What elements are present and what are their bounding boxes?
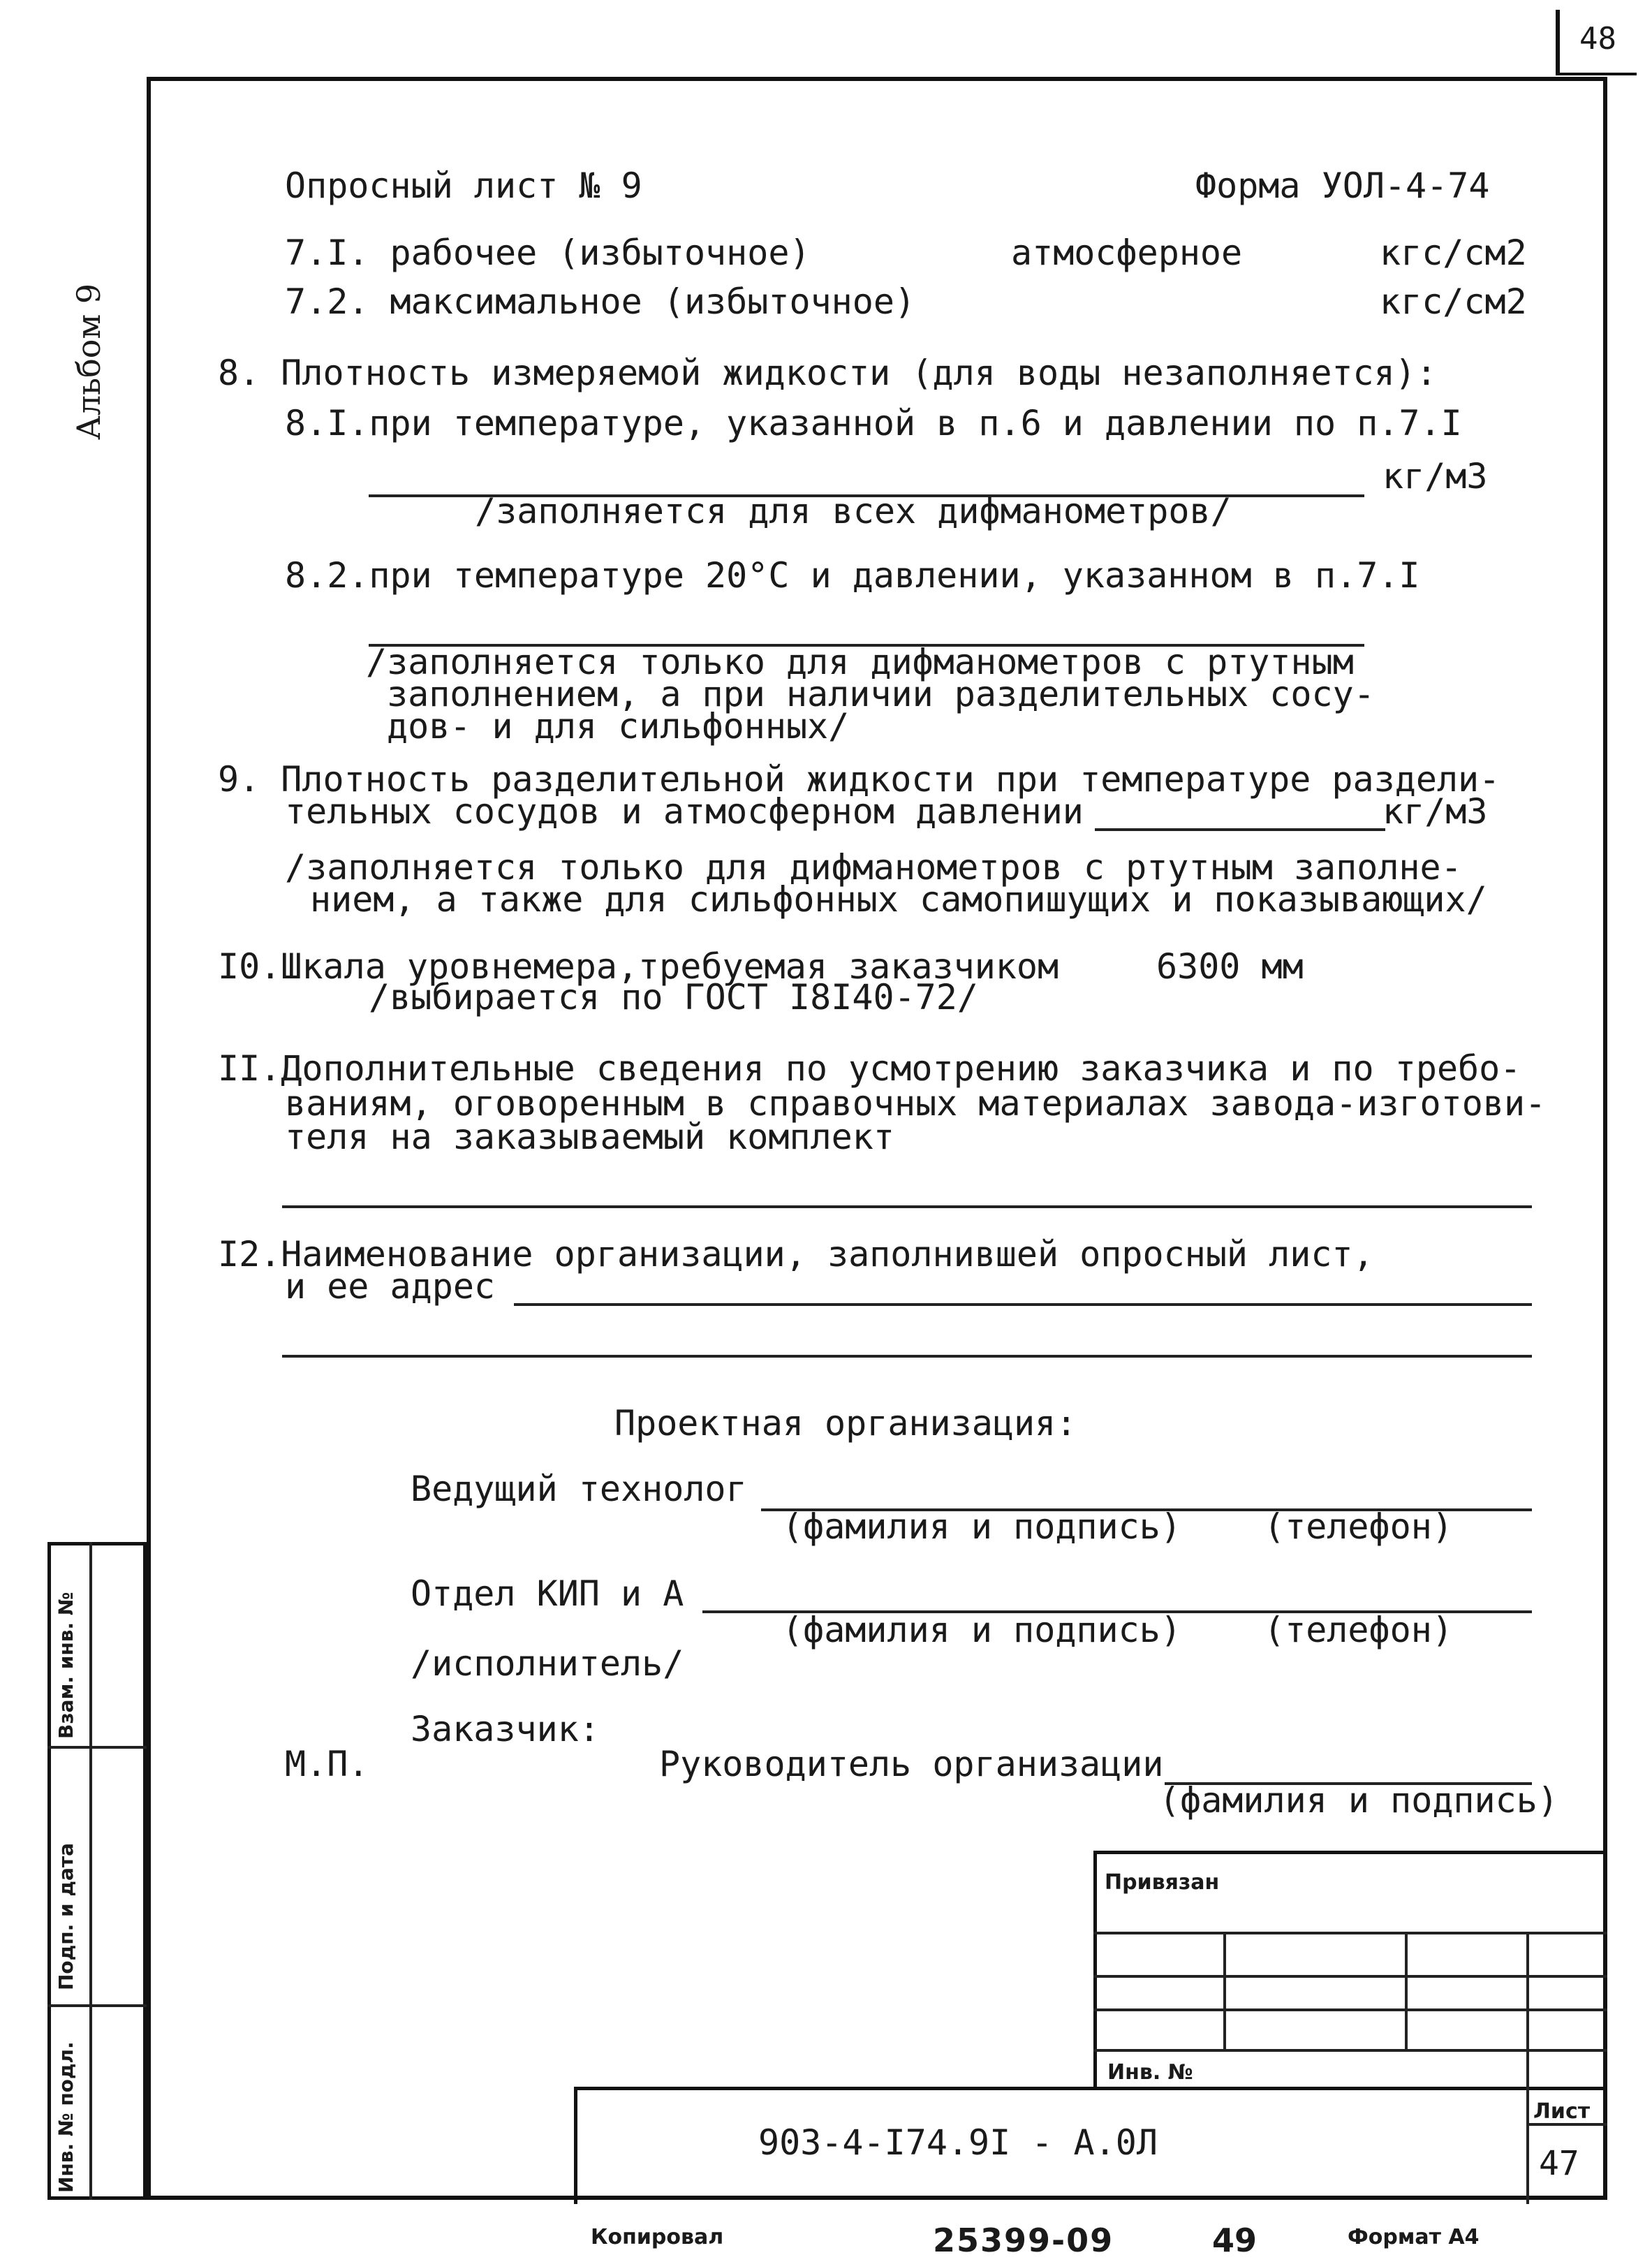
left-strip-divider	[89, 1542, 92, 2200]
item-8-1-note: /заполняется для всех дифманометров/	[475, 491, 1232, 531]
left-strip-row-2	[47, 2004, 147, 2007]
item-8-2-note-2: заполнением, а при наличии разделительных сосу-	[387, 674, 1375, 714]
lead-phone-caption: (телефон)	[1264, 1506, 1453, 1547]
album-label: Альбом 9	[70, 283, 108, 440]
lead-name-sign-caption: (фамилия и подпись)	[782, 1506, 1181, 1547]
stamp-place-label: М.П.	[285, 1744, 369, 1784]
left-strip-row-1	[47, 1746, 147, 1749]
item-8-title: 8. Плотность измеряемой жидкости (для воды незаполняется):	[218, 353, 1437, 393]
item-9-fill-line	[1095, 828, 1385, 831]
inventory-label: Инв. №	[1107, 2060, 1193, 2085]
signature-date-label: Подп. и дата	[54, 1842, 78, 1990]
executor-label: /исполнитель/	[411, 1643, 684, 1684]
item-8-1-label: 8.I.при температуре, указанной в п.6 и давлении по п.7.I	[285, 403, 1462, 443]
item-9-note-2: нием, а также для сильфонных самопишущих и показывающих/	[310, 879, 1487, 920]
project-org-title: Проектная организация:	[614, 1403, 1077, 1444]
replacement-inventory-label: Взам. инв. №	[54, 1592, 78, 1739]
item-10-line: I0.Шкала уровнемера,требуемая заказчиком	[218, 946, 1059, 987]
kip-phone-caption: (телефон)	[1264, 1610, 1453, 1650]
item-11-fill-line	[282, 1205, 1532, 1208]
form-title: Опросный лист № 9	[285, 166, 642, 206]
item-12-address-line-2	[282, 1355, 1532, 1358]
sheet-divider	[1526, 2087, 1529, 2204]
copied-by-label: Копировал	[591, 2225, 724, 2249]
item-7-2-unit: кгс/см2	[1380, 281, 1527, 322]
item-12-line-2: и ее адрес	[285, 1266, 496, 1307]
original-inventory-label: Инв. № подл.	[54, 2041, 78, 2193]
item-8-2-note-3: дов- и для сильфонных/	[387, 706, 850, 747]
item-9-line-1: 9. Плотность разделительной жидкости при температуре раздели-	[218, 759, 1500, 800]
binding-row-4	[1093, 2049, 1607, 2052]
org-head-caption: (фамилия и подпись)	[1159, 1780, 1558, 1821]
item-8-2-label: 8.2.при температуре 20°С и давлении, указанном в п.7.I	[285, 555, 1420, 596]
sheet-label: Лист	[1533, 2099, 1591, 2124]
form-code: Форма УОЛ-4-74	[1195, 166, 1490, 206]
item-11-line-3: теля на заказываемый комплект	[285, 1117, 894, 1157]
item-10-note: /выбирается по ГОСТ I8I40-72/	[369, 977, 978, 1018]
lead-technologist-label: Ведущий технолог	[411, 1469, 747, 1509]
org-head-label: Руководитель организации	[659, 1744, 1164, 1784]
format-label: Формат А4	[1348, 2225, 1480, 2249]
binding-row-1	[1093, 1932, 1607, 1934]
kip-dept-label: Отдел КИП и А	[411, 1573, 684, 1614]
item-11-line-1: II.Дополнительные сведения по усмотрению заказчика и по требо-	[218, 1048, 1521, 1089]
item-12-line-1: I2.Наименование организации, заполнившей опросный лист,	[218, 1234, 1374, 1275]
item-7-1-unit: кгс/см2	[1380, 233, 1527, 273]
binding-label: Привязан	[1105, 1870, 1220, 1895]
sheet-number: 47	[1539, 2144, 1579, 2183]
page-number: 48	[1579, 21, 1616, 57]
kip-name-sign-caption: (фамилия и подпись)	[782, 1610, 1181, 1650]
item-9-note-1: /заполняется только для дифманометров с ртутным заполне-	[285, 847, 1462, 888]
footer-number: 25399-09	[933, 2221, 1114, 2259]
item-9-line-2: тельных сосудов и атмосферном давлении	[285, 791, 1084, 832]
binding-col-1	[1223, 1932, 1226, 2049]
footer-page: 49	[1212, 2221, 1258, 2259]
item-7-1-label: 7.I. рабочее (избыточное)	[285, 233, 811, 273]
binding-row-2	[1093, 1975, 1607, 1978]
item-7-2-label: 7.2. максимальное (избыточное)	[285, 281, 916, 322]
item-11-line-2: ваниям, оговоренным в справочных материалах завода-изготови-	[285, 1083, 1547, 1124]
customer-label: Заказчик:	[411, 1709, 600, 1749]
item-12-address-line	[514, 1303, 1532, 1306]
binding-col-3	[1526, 1932, 1529, 2088]
item-8-1-unit: кг/м3	[1382, 456, 1488, 497]
item-10-value: 6300 мм	[1156, 946, 1304, 987]
item-8-2-note-1: /заполняется только для дифманометров с ртутным	[366, 642, 1354, 682]
document-code: 903-4-I74.9I - А.0Л	[758, 2122, 1158, 2163]
item-9-unit: кг/м3	[1382, 791, 1488, 832]
binding-row-3	[1093, 2008, 1607, 2011]
binding-col-2	[1405, 1932, 1408, 2049]
item-7-1-value: атмосферное	[1011, 233, 1243, 273]
